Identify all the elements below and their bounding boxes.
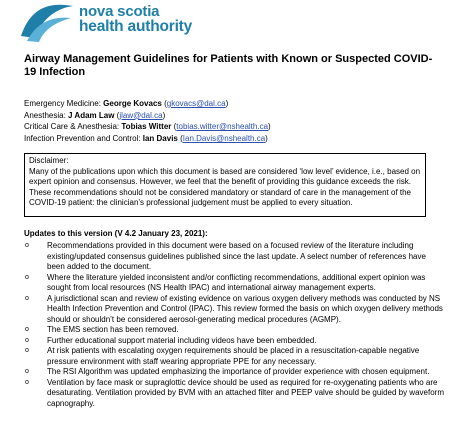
- bullet-icon: o: [25, 336, 29, 344]
- updates-list: [24, 241, 444, 409]
- contact-row: Emergency Medicine: George Kovacs (gkovacs@dal.ca): [24, 99, 229, 108]
- list-item-text: Recommendations provided in this document were based on a focused review of the literature including existing/updated consensus guidelines published since the last update. A select number of references have been added to the document.: [47, 241, 426, 271]
- list-item: [24, 241, 444, 273]
- list-item-text: Further educational support material including videos have been embedded.: [47, 335, 317, 345]
- list-item-text: Ventilation by face mask or supraglottic device should be used as required for re-oxygenating patients who are desaturating. Ventilation provided by BVM with an attached filter and PEEP valve should be guided by waveform capnography.: [47, 377, 444, 408]
- nova-scotia-health-logo: [17, 0, 217, 44]
- contact-email-link[interactable]: Ian.Davis@nshealth.ca: [182, 133, 266, 143]
- contact-row: Infection Prevention and Control: Ian Davis (Ian.Davis@nshealth.ca): [24, 133, 268, 143]
- bullet-icon: o: [25, 294, 29, 302]
- list-item-text: The EMS section has been removed.: [47, 325, 179, 334]
- contact-email-link[interactable]: jlaw@dal.ca: [119, 110, 163, 120]
- list-item: [24, 273, 444, 294]
- logo-line1: nova scotia: [79, 3, 160, 20]
- bullet-icon: o: [25, 273, 29, 281]
- contact-role: Anesthesia:: [24, 110, 66, 120]
- disclaimer-box: [24, 153, 426, 217]
- document-title: Airway Management Guidelines for Patients with Known or Suspected COVID-19 Infection: [24, 53, 433, 78]
- list-item: [24, 336, 444, 347]
- list-item: [24, 367, 444, 378]
- bullet-icon: o: [25, 326, 29, 333]
- list-item-text: At risk patients with escalating oxygen requirements should be placed in a resuscitation-capable negative pressure environment with staff wearing appropriate PPE for any necessary.: [47, 346, 420, 366]
- list-item-text: A jurisdictional scan and review of existing evidence on various oxygen delivery methods was conducted by NS Health Infection Prevention and Control (IPAC). This review formed the basis on which oxygen delivery methods should or shouldn’t be considered aerosol-generating medical procedures (AGMP).: [47, 293, 443, 324]
- disclaimer-body: Many of the publications upon which this document is based are considered ‘low level’ evidence, i.e., based on expert opinion and consensus. However, we feel that the benefit of providing this guidance exceeds the risk. These recommendations should not be considered mandatory or standard of care in the management of the COVID-19 patient: the clinician’s professional judgement must be applied to every situation.: [29, 166, 421, 208]
- bullet-icon: o: [25, 242, 29, 249]
- bullet-icon: o: [25, 347, 29, 354]
- contact-name: Ian Davis: [142, 133, 178, 143]
- contact-role: Emergency Medicine:: [24, 99, 101, 108]
- contact-name: George Kovacs: [103, 99, 162, 108]
- contact-row: Critical Care & Anesthesia: Tobias Witter (tobias.witter@nshealth.ca): [24, 122, 271, 132]
- list-item: [24, 294, 444, 326]
- disclaimer-heading: Disclaimer:: [29, 156, 69, 165]
- list-item: [24, 378, 444, 410]
- updates-heading: Updates to this version (V 4.2 January 23, 2021):: [24, 229, 208, 238]
- wave-logo-icon: [17, 0, 77, 44]
- contact-email-link[interactable]: gkovacs@dal.ca: [166, 99, 226, 108]
- contact-name: Tobias Witter: [121, 122, 172, 132]
- bullet-icon: o: [25, 368, 29, 375]
- list-item-text: Where the literature yielded inconsistent and/or conflicting recommendations, additional expert opinion was sought from local resources (NS Health IPAC) and international airway management experts.: [47, 272, 426, 292]
- bullet-icon: o: [25, 378, 29, 386]
- logo-line2: health authority: [79, 18, 193, 35]
- contact-list: [24, 98, 444, 144]
- list-item-text: The RSI Algorithm was updated emphasizing the importance of provider experience with chosen equipment.: [47, 367, 430, 376]
- logo-wordmark: [79, 4, 192, 34]
- contact-email-link[interactable]: tobias.witter@nshealth.ca: [176, 122, 269, 132]
- contact-role: Infection Prevention and Control:: [24, 133, 141, 143]
- contact-name: J Adam Law: [68, 110, 115, 120]
- contact-row: Anesthesia: J Adam Law (jlaw@dal.ca): [24, 110, 166, 120]
- list-item: [24, 346, 444, 367]
- list-item: [24, 325, 444, 336]
- contact-role: Critical Care & Anesthesia:: [24, 122, 120, 132]
